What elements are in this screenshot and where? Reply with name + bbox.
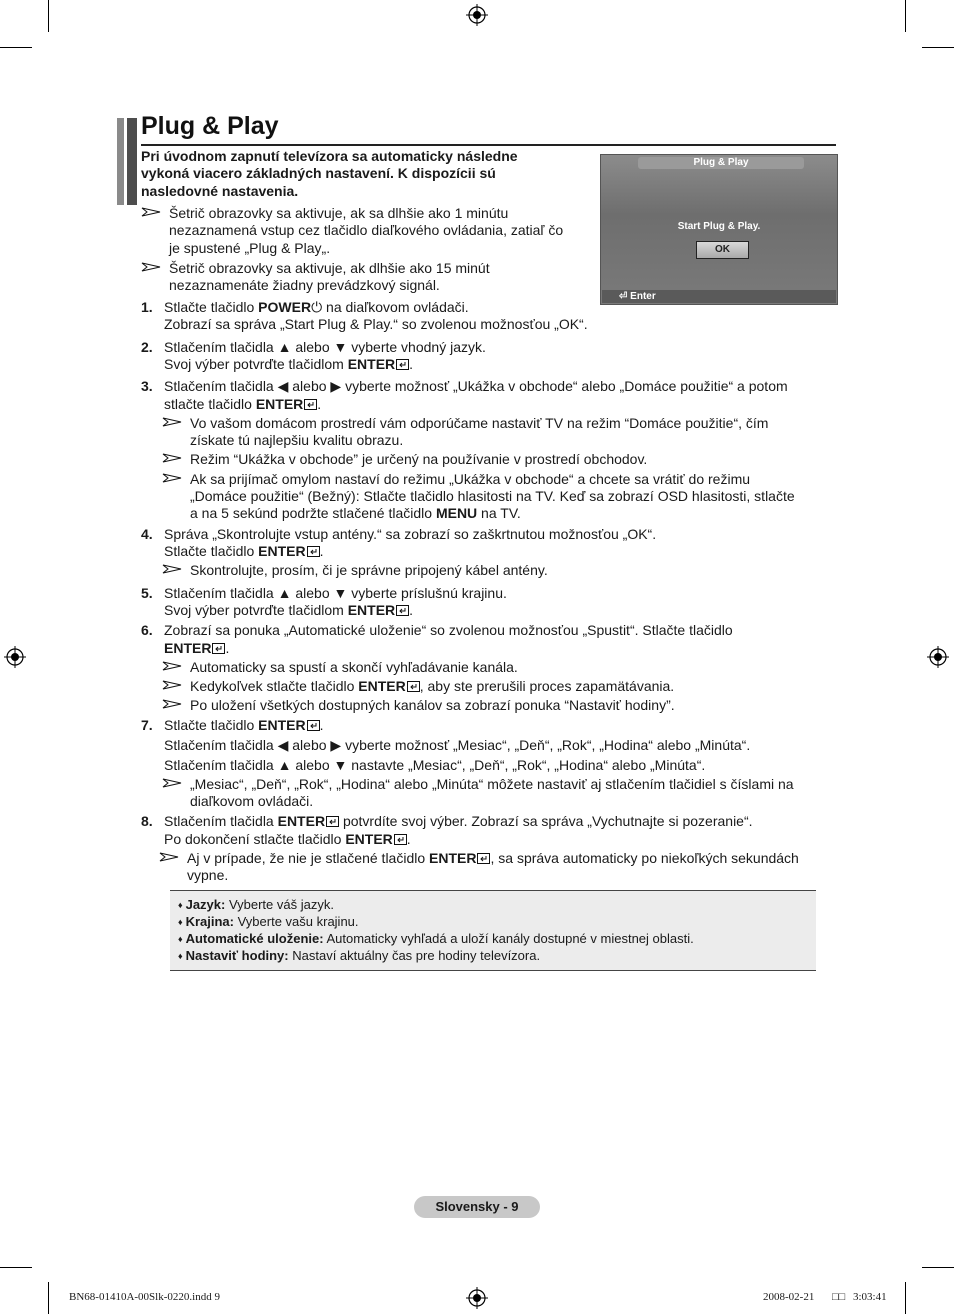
note-arrow-icon [162,778,182,788]
step-text: Stlačením tlačidla ENTER potvrdíte svoj výber. Zobrazí sa správa „Vychutnajte si pozeranie“. [164,813,753,829]
page-number-badge: Slovensky - 9 [414,1196,540,1218]
note-arrow-icon [162,699,182,709]
enter-icon [307,720,320,731]
note-text: Po uložení všetkých dostupných kanálov sa zobrazí ponuka “Nastaviť hodiny”. [190,697,675,713]
note-text: „Domáce použitie“ (Bežný): Stlačte tlačidlo hlasitosti na TV. Keď sa zobrazí OSD hlasitosti, stlačte [190,488,795,504]
page-title: Plug & Play [141,112,279,140]
registration-target-icon [4,646,26,668]
note-text: „Mesiac“, „Deň“, „Rok“, „Hodina“ alebo „Minúta“ môžete nastaviť aj stlačením tlačidiel s číslami na [190,776,794,792]
note-text: nezaznamená vstup cez tlačidlo diaľkového ovládania, zatiaľ čo [169,222,564,238]
step-text: Svoj výber potvrďte tlačidlom ENTER . [164,356,414,372]
summary-item: ♦ Jazyk: Vyberte váš jazyk. [178,897,334,912]
note-arrow-icon [162,453,182,463]
registration-target-icon [466,1287,488,1309]
crop-mark [48,0,49,32]
step-number: 6. [141,622,153,638]
note-arrow-icon [159,852,179,862]
step-number: 4. [141,526,153,542]
step-text: Stlačte tlačidlo ENTER . [164,717,324,733]
step-text: Po dokončení stlačte tlačidlo ENTER . [164,831,411,847]
diamond-bullet-icon: ♦ [178,934,183,944]
enter-icon: ⏎ [619,291,628,302]
enter-icon [396,359,409,370]
step-text: Stlačením tlačidla ▲ alebo ▼ vyberte príslušnú krajinu. [164,585,507,601]
step-number: 2. [141,339,153,355]
note-arrow-icon [162,680,182,690]
note-text: Vo vašom domácom prostredí vám odporúčame nastaviť TV na režim “Domáce použitie“, čím [190,415,769,431]
note-text: Ak sa prijímač omylom nastaví do režimu „Ukážka v obchode“ a chcete sa vrátiť do režimu [190,471,751,487]
summary-item: ♦ Krajina: Vyberte vašu krajinu. [178,914,359,929]
settings-summary-box [170,890,816,971]
note-text: a na 5 sekúnd podržte stlačené tlačidlo MENU na TV. [190,505,521,521]
footer-filename: BN68-01410A-00Slk-0220.indd 9 [69,1291,220,1303]
step-text: Správa „Skontrolujte vstup antény.“ sa zobrazí so zaškrtnutou možnosťou „OK“. [164,526,657,542]
note-text: je spustené „Plug & Play„. [169,240,331,256]
footer-boxes: □□ [832,1291,846,1303]
title-divider [141,144,836,146]
note-text: Šetrič obrazovky sa aktivuje, ak dlhšie ako 15 minút [169,260,490,276]
enter-icon [326,816,339,827]
osd-footer [602,290,836,303]
osd-message: Start Plug & Play. [677,221,761,232]
step-number: 5. [141,585,153,601]
step-text: stlačte tlačidlo ENTER . [164,396,322,412]
step-number: 3. [141,378,153,394]
intro-line: vykoná viacero základných nastavení. K dispozícii sú [141,165,496,181]
registration-target-icon [466,4,488,26]
crop-mark [0,47,32,48]
crop-mark [48,1282,49,1314]
enter-icon [304,399,317,410]
note-text: diaľkovom ovládači. [190,793,314,809]
note-arrow-icon [141,207,161,217]
step-number: 7. [141,717,153,733]
osd-screen [600,154,838,305]
step-text: Stlačením tlačidla ▲ alebo ▼ vyberte vhodný jazyk. [164,339,486,355]
enter-icon [396,605,409,616]
diamond-bullet-icon: ♦ [178,900,183,910]
step-text: Zobrazí sa správa „Start Plug & Play.“ so zvolenou možnosťou „OK“. [164,316,588,332]
note-text: Kedykoľvek stlačte tlačidlo ENTER , aby ste prerušili proces zapamätávania. [190,678,675,694]
note-text: Šetrič obrazovky sa aktivuje, ak sa dlhšie ako 1 minútu [169,205,509,221]
registration-target-icon [927,646,949,668]
enter-icon [477,853,490,864]
step-text: Zobrazí sa ponuka „Automatické uloženie“ so zvolenou možnosťou „Spustit“. Stlačte tlačidlo [164,622,733,638]
crop-mark [905,0,906,32]
enter-icon [394,834,407,845]
note-arrow-icon [162,661,182,671]
enter-icon [307,546,320,557]
osd-ok-button[interactable]: OK [696,241,749,259]
intro-line: nasledovné nastavenia. [141,183,299,199]
step-text: ENTER . [164,640,230,656]
note-text: nezaznamenáte žiadny prevádzkový signál. [169,277,440,293]
summary-item: ♦ Nastaviť hodiny: Nastaví aktuálny čas pre hodiny televízora. [178,948,541,963]
note-text: Skontrolujte, prosím, či je správne pripojený kábel antény. [190,562,548,578]
enter-icon [407,681,420,692]
summary-item: ♦ Automatické uloženie: Automaticky vyhľadá a uloží kanály dostupné v miestnej oblasti. [178,931,694,946]
step-text: Stlačte tlačidlo ENTER . [164,543,324,559]
footer-time: 3:03:41 [853,1291,887,1303]
step-text: Svoj výber potvrďte tlačidlom ENTER . [164,602,414,618]
note-text: Automaticky sa spustí a skončí vyhľadávanie kanála. [190,659,518,675]
crop-mark [905,1282,906,1314]
note-text: získate tú najlepšiu kvalitu obrazu. [190,432,404,448]
crop-mark [922,1267,954,1268]
intro-line: Pri úvodnom zapnutí televízora sa automaticky následne [141,148,518,164]
diamond-bullet-icon: ♦ [178,917,183,927]
crop-mark [0,1267,32,1268]
note-text: Aj v prípade, že nie je stlačené tlačidlo ENTER , sa správa automaticky po niekoľkých sekundách [187,850,799,866]
crop-mark [922,47,954,48]
enter-icon [212,643,225,654]
step-text: Stlačte tlačidlo POWER⏻ na diaľkovom ovládači. [164,299,469,315]
osd-footer-label: Enter [630,291,656,302]
power-icon: ⏻ [311,299,323,315]
note-arrow-icon [162,417,182,427]
osd-header: Plug & Play [638,157,804,169]
step-number: 1. [141,299,153,315]
note-text: Režim “Ukážka v obchode” je určený na používanie v prostredí obchodov. [190,451,648,467]
note-text: vypne. [187,867,229,883]
note-arrow-icon [162,473,182,483]
step-text: Stlačením tlačidla ◀ alebo ▶ vyberte možnosť „Ukážka v obchode“ alebo „Domáce použitie“ a potom [164,378,788,394]
footer-date: 2008-02-21 [763,1291,815,1303]
step-number: 8. [141,813,153,829]
diamond-bullet-icon: ♦ [178,951,183,961]
step-text: Stlačením tlačidla ◀ alebo ▶ vyberte možnosť „Mesiac“, „Deň“, „Rok“, „Hodina“ alebo „Minúta“. [164,737,751,753]
note-arrow-icon [141,262,161,272]
note-arrow-icon [162,564,182,574]
step-text: Stlačením tlačidla ▲ alebo ▼ nastavte „Mesiac“, „Deň“, „Rok“, „Hodina“ alebo „Minúta“. [164,757,706,773]
